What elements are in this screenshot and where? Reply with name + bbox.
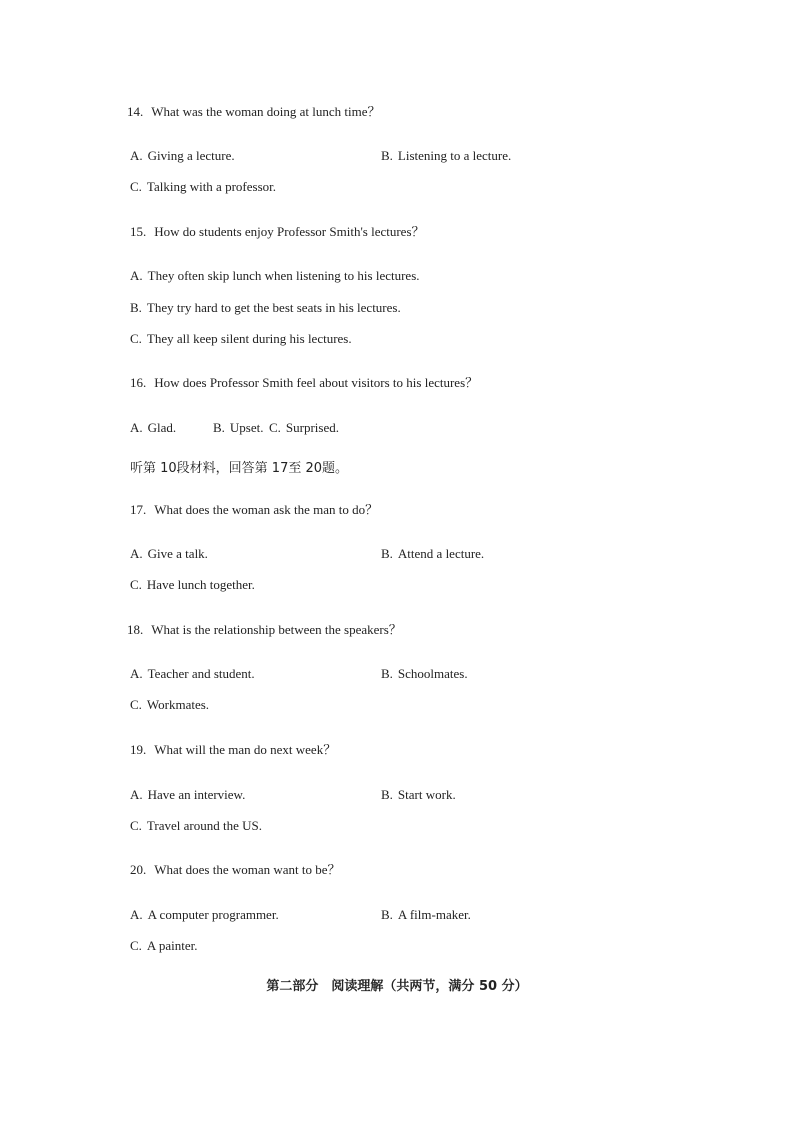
option-18-c	[130, 697, 209, 713]
option-label: C.	[130, 818, 142, 833]
option-14-a	[130, 148, 235, 164]
option-label: A.	[130, 666, 143, 681]
question-text: How does Professor Smith feel about visitors to his lectures？	[154, 375, 479, 390]
option-text: Workmates.	[146, 697, 210, 712]
option-label: B.	[381, 787, 393, 802]
option-text: They try hard to get the best seats in his lectures.	[146, 300, 401, 315]
option-label: A.	[130, 148, 143, 163]
option-text: Start work.	[397, 787, 456, 802]
option-14-b	[381, 148, 511, 164]
question-14	[127, 104, 381, 120]
option-label: C.	[130, 938, 142, 953]
option-text: Attend a lecture.	[397, 546, 485, 561]
option-18-a	[130, 666, 255, 682]
question-18	[127, 622, 402, 638]
option-text: Travel around the US.	[146, 818, 262, 833]
option-label: A.	[130, 787, 143, 802]
option-label: B.	[381, 546, 393, 561]
question-text: What does the woman want to be？	[154, 862, 341, 877]
option-17-c	[130, 577, 255, 593]
option-text: A computer programmer.	[147, 907, 279, 922]
option-label: C.	[269, 420, 281, 435]
option-text: Have lunch together.	[146, 577, 255, 592]
option-20-c	[130, 938, 197, 954]
question-number: 14.	[127, 104, 144, 119]
option-text: Listening to a lecture.	[397, 148, 512, 163]
option-label: A.	[130, 420, 143, 435]
option-14-c	[130, 179, 276, 195]
option-text: Talking with a professor.	[146, 179, 276, 194]
question-text: What is the relationship between the speakers？	[151, 622, 402, 637]
question-text: How do students enjoy Professor Smith's lectures？	[154, 224, 425, 239]
option-text: Teacher and student.	[147, 666, 255, 681]
question-17	[130, 502, 378, 518]
option-17-a	[130, 546, 208, 562]
option-19-a	[130, 787, 245, 803]
option-label: A.	[130, 546, 143, 561]
listening-instruction: 听第 10段材料，回答第 17至 20题。	[130, 461, 349, 476]
question-16	[130, 375, 478, 391]
option-16-c	[269, 420, 339, 436]
option-19-c	[130, 818, 262, 834]
question-text: What will the man do next week？	[154, 742, 337, 757]
option-15-c	[130, 331, 352, 347]
option-16-b	[213, 420, 264, 436]
question-15	[130, 224, 425, 240]
option-text: Glad.	[147, 420, 177, 435]
option-label: B.	[381, 148, 393, 163]
option-label: A.	[130, 268, 143, 283]
option-text: They all keep silent during his lectures.	[146, 331, 352, 346]
option-text: A painter.	[146, 938, 198, 953]
option-15-a	[130, 268, 420, 284]
question-number: 20.	[130, 862, 147, 877]
question-number: 15.	[130, 224, 147, 239]
option-text: They often skip lunch when listening to his lectures.	[147, 268, 420, 283]
option-15-b	[130, 300, 401, 316]
option-16-a	[130, 420, 176, 436]
option-text: Upset.	[229, 420, 264, 435]
option-text: A film-maker.	[397, 907, 471, 922]
option-label: B.	[213, 420, 225, 435]
option-label: B.	[381, 907, 393, 922]
question-number: 16.	[130, 375, 147, 390]
option-label: C.	[130, 697, 142, 712]
option-19-b	[381, 787, 456, 803]
question-number: 17.	[130, 502, 147, 517]
option-label: C.	[130, 577, 142, 592]
option-text: Surprised.	[285, 420, 340, 435]
question-text: What does the woman ask the man to do？	[154, 502, 379, 517]
option-17-b	[381, 546, 484, 562]
option-label: C.	[130, 331, 142, 346]
option-label: C.	[130, 179, 142, 194]
question-number: 18.	[127, 622, 144, 637]
question-number: 19.	[130, 742, 147, 757]
option-label: A.	[130, 907, 143, 922]
option-text: Giving a lecture.	[147, 148, 235, 163]
option-20-a	[130, 907, 279, 923]
option-text: Schoolmates.	[397, 666, 468, 681]
option-text: Have an interview.	[147, 787, 246, 802]
question-19	[130, 742, 336, 758]
question-text: What was the woman doing at lunch time？	[151, 104, 381, 119]
section-title: 第二部分 阅读理解（共两节，满分 50 分）	[266, 979, 528, 994]
option-text: Give a talk.	[147, 546, 208, 561]
option-label: B.	[130, 300, 142, 315]
question-20	[130, 862, 341, 878]
option-label: B.	[381, 666, 393, 681]
option-20-b	[381, 907, 471, 923]
option-18-b	[381, 666, 468, 682]
